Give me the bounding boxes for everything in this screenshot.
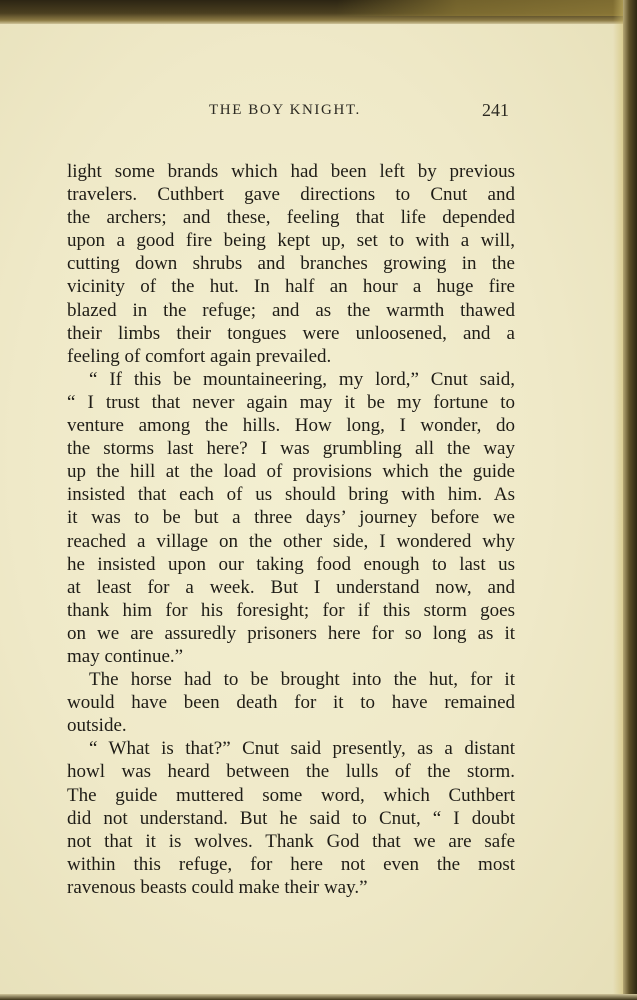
text-line: it was to be but a three days’ journey before we [67,507,515,529]
text-line: would have been death for it to have remained [67,692,515,714]
right-gilt-edge [613,0,623,1000]
text-line: light some brands which had been left by previous [67,161,515,182]
text-line: not that it is wolves. Thank God that we are safe [67,830,515,852]
body-text [67,160,515,899]
top-gilt-edge [337,0,637,16]
text-line: at least for a week. But I understand now, and [67,576,515,598]
running-head [0,98,637,122]
text-line: travelers. Cuthbert gave directions to Cnut and [67,184,515,206]
text-line: upon a good fire being kept up, set to with a will, [67,230,515,252]
text-line: he insisted upon our taking food enough to last us [67,553,515,575]
text-line: venture among the hills. How long, I wonder, do [67,415,515,437]
text-line: up the hill at the load of provisions which the guide [67,461,515,483]
right-page-edge [623,0,637,1000]
text-line: ravenous beasts could make their way.” [67,876,368,898]
page-number: 241 [482,100,509,120]
text-line: The guide muttered some word, which Cuthbert [67,784,515,806]
text-line: vicinity of the hut. In half an hour a huge fire [67,276,515,298]
text-line: cutting down shrubs and branches growing in the [67,253,515,275]
text-line: on we are assuredly prisoners here for so long as it [67,622,515,644]
text-line: feeling of comfort again prevailed. [67,345,332,367]
text-line: howl was heard between the lulls of the storm. [67,761,515,783]
text-line: “ What is that?” Cnut said presently, as a distant [89,738,515,760]
text-line: “ If this be mountaineering, my lord,” Cnut said, [89,368,515,390]
text-line: the archers; and these, feeling that life depended [67,207,515,229]
text-line: “ I trust that never again may it be my fortune to [67,391,515,413]
text-line: reached a village on the other side, I wondered why [67,530,515,552]
text-line: outside. [67,715,127,737]
text-line: thank him for his foresight; for if this storm goes [67,599,515,621]
text-line: the storms last here? I was grumbling all the way [67,438,515,460]
text-line: blazed in the refuge; and as the warmth thawed [67,299,515,321]
text-line: did not understand. But he said to Cnut, “ I doubt [67,807,515,829]
text-line: within this refuge, for here not even the most [67,853,515,875]
bottom-page-edge [0,994,637,1000]
text-line: their limbs their tongues were unloosened, and a [67,322,515,344]
running-title: THE BOY KNIGHT. [209,102,361,118]
text-line: The horse had to be brought into the hut, for it [89,669,515,691]
text-line: insisted that each of us should bring with him. As [67,484,515,506]
text-line: may continue.” [67,645,184,667]
